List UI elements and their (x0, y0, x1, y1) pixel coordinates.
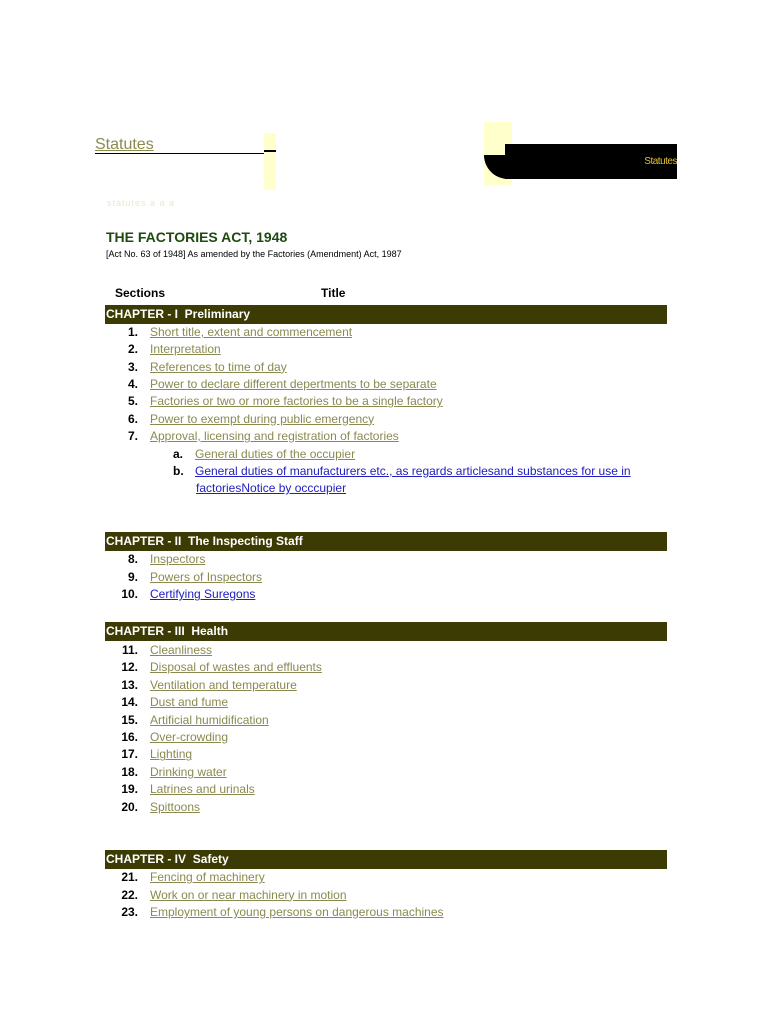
section-number: 3. (127, 359, 138, 374)
page-title[interactable]: Statutes (95, 136, 154, 153)
section-row (105, 729, 228, 746)
section-link[interactable]: Over-crowding (150, 730, 229, 744)
banner-label (505, 144, 677, 179)
section-number: 18. (121, 764, 138, 779)
chapter-name: The Inspecting Staff (188, 534, 303, 548)
chapter-header-3 (105, 622, 667, 641)
title-underline-rule (95, 153, 270, 154)
section-row (105, 642, 212, 659)
subsection-row-continued (196, 480, 346, 497)
section-row (105, 764, 227, 781)
subsection-row (173, 463, 663, 480)
act-subtitle: [Act No. 63 of 1948] As amended by the Factories (Amendment) Act, 1987 (106, 249, 402, 259)
section-number: 6. (127, 411, 138, 426)
section-number: 7. (127, 428, 138, 443)
decorative-tick (264, 150, 276, 152)
subsection-row (173, 446, 663, 463)
subsection-link[interactable]: General duties of manufacturers etc., as regards articlesand substances for use in (195, 464, 631, 478)
section-link[interactable]: Spittoons (150, 799, 201, 814)
section-row (105, 324, 352, 341)
section-number: 16. (121, 730, 138, 744)
chapter-name: Safety (192, 852, 229, 866)
section-link[interactable]: Inspectors (150, 552, 206, 566)
chapter-header-2 (105, 532, 667, 551)
section-number: 19. (121, 782, 138, 797)
chapter-prefix: CHAPTER - III (106, 624, 185, 638)
section-row (105, 694, 228, 711)
faint-watermark-text: statutes a a a (107, 198, 176, 208)
section-link[interactable]: Power to declare different depertments to be separate (150, 376, 437, 391)
section-row (105, 869, 265, 886)
section-link[interactable]: Latrines and urinals (150, 782, 255, 797)
chapter-header-1 (105, 305, 667, 324)
section-row (105, 781, 255, 798)
subsection-link-continued[interactable]: factoriesNotice by occcupier (196, 481, 347, 495)
section-row (105, 712, 269, 729)
section-number: 8. (127, 552, 138, 566)
banner-label-text: Statutes (644, 156, 677, 167)
section-link[interactable]: Employment of young persons on dangerous machines (150, 905, 444, 919)
section-number: 11. (121, 643, 138, 657)
section-number: 9. (127, 569, 138, 584)
section-link[interactable]: Power to exempt during public emergency (150, 411, 375, 426)
section-link[interactable]: Artificial humidification (150, 712, 269, 727)
section-link[interactable]: Drinking water (150, 764, 227, 779)
section-number: 4. (127, 376, 138, 391)
subsection-letter: b. (173, 464, 184, 478)
section-link[interactable]: Fencing of machinery (150, 870, 265, 884)
section-number: 12. (121, 660, 138, 675)
section-link[interactable]: Disposal of wastes and effluents (150, 660, 322, 675)
chapter-header-4 (105, 850, 667, 869)
section-link[interactable]: Powers of Inspectors (150, 569, 263, 584)
section-link[interactable]: Dust and fume (150, 695, 229, 710)
chapter-prefix: CHAPTER - II (106, 534, 182, 548)
section-row (105, 551, 205, 568)
section-number: 14. (121, 695, 138, 710)
chapter-prefix: CHAPTER - IV (106, 852, 187, 866)
section-number: 17. (121, 747, 138, 762)
section-row (105, 359, 287, 376)
section-link[interactable]: Cleanliness (150, 643, 213, 657)
section-number: 20. (121, 799, 138, 814)
chapter-name: Health (191, 624, 229, 638)
section-number: 15. (121, 712, 138, 727)
section-number: 22. (121, 887, 138, 902)
section-number: 1. (127, 325, 138, 339)
section-number: 13. (121, 677, 138, 692)
section-row (105, 887, 347, 904)
section-number: 10. (121, 587, 138, 601)
section-link[interactable]: Short title, extent and commencement (150, 325, 353, 339)
subsection-link[interactable]: General duties of the occupier (195, 447, 356, 461)
act-title: THE FACTORIES ACT, 1948 (106, 229, 288, 245)
section-link[interactable]: Approval, licensing and registration of factories (150, 428, 399, 443)
section-row (105, 569, 262, 586)
section-row (105, 677, 297, 694)
section-link[interactable]: Certifying Suregons (150, 587, 256, 601)
section-row (105, 428, 399, 445)
chapter-prefix: CHAPTER - I (106, 307, 178, 321)
section-row (105, 586, 255, 603)
column-header-sections: Sections (115, 286, 166, 300)
section-link[interactable]: Ventilation and temperature (150, 677, 297, 692)
section-row (105, 904, 444, 921)
section-row (105, 746, 192, 763)
section-link[interactable]: Interpretation (150, 342, 221, 357)
section-row (105, 411, 374, 428)
section-row (105, 393, 443, 410)
section-link[interactable]: Lighting (150, 747, 193, 762)
section-number: 2. (127, 342, 138, 357)
section-number: 21. (121, 870, 138, 884)
section-number: 23. (121, 905, 138, 919)
section-row (105, 341, 221, 358)
section-link[interactable]: Work on or near machinery in motion (150, 887, 347, 902)
decorative-bar (264, 133, 276, 190)
section-link[interactable]: References to time of day (150, 359, 287, 374)
section-row (105, 659, 322, 676)
section-link[interactable]: Factories or two or more factories to be a single factory (150, 394, 443, 409)
column-header-title: Title (321, 286, 346, 300)
section-number: 5. (127, 394, 138, 409)
chapter-name: Preliminary (184, 307, 251, 321)
subsection-letter: a. (173, 447, 184, 461)
section-row (105, 799, 200, 816)
section-row (105, 376, 437, 393)
